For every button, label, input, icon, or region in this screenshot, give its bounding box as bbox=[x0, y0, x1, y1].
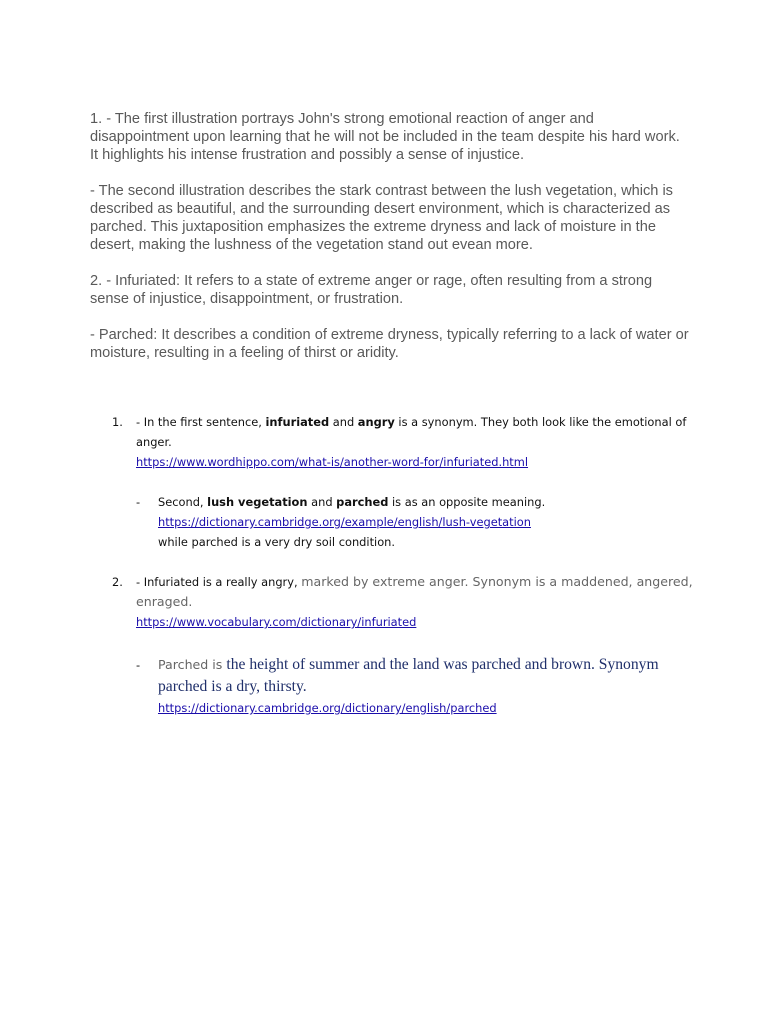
sub-item-1 bbox=[158, 492, 545, 552]
answer-paragraph-2: - The second illustration describes the stark contrast between the lush vegetation, which is described as beautiful, and the surrounding desert environment, which is characterized as parched. This juxtaposition emphasizes the extreme dryness and lack of moisture in the desert, making the lushness of the vegetation stand out evean more. bbox=[90, 183, 673, 253]
answer-paragraph-3: 2. - Infuriated: It refers to a state of extreme anger or rage, often resulting from a strong sense of injustice, disappointment, or frustration. bbox=[90, 273, 653, 307]
sub-item-1-line-1 bbox=[158, 492, 545, 512]
sub-item-2-line-1 bbox=[158, 654, 659, 676]
list-item-2-gray-text: marked by extreme anger. Synonym is a maddened, angered, bbox=[301, 574, 693, 589]
sub-item-1-bold-1: lush vegetation bbox=[207, 495, 308, 509]
sub-item-1-text-c: is as an opposite meaning. bbox=[388, 495, 546, 509]
wordhippo-link[interactable]: https://www.wordhippo.com/what-is/another-word-for/infuriated.html bbox=[136, 455, 529, 469]
cambridge-parched-link[interactable]: https://dictionary.cambridge.org/dictionary/english/parched bbox=[158, 701, 497, 715]
sub-item-2 bbox=[158, 654, 659, 718]
sub-item-1-after-text: while parched is a very dry soil condition. bbox=[158, 535, 396, 549]
sub-item-2-serif-2: parched is a dry, thirsty. bbox=[158, 678, 307, 695]
list-item-1-text-c: is a synonym. They both look like the emotional of bbox=[394, 415, 687, 429]
sub-item-2-dash: - bbox=[136, 658, 141, 672]
list-item-1-line-1 bbox=[136, 412, 686, 432]
sub-item-1-dash: - bbox=[136, 495, 141, 509]
answer-paragraph-1: 1. - The first illustration portrays John's strong emotional reaction of anger and disappointment upon learning that he will not be included in the team despite his hard work. It highlights his intense frustration and possibly a sense of injustice. bbox=[90, 111, 680, 163]
sub-item-1-text-b: and bbox=[307, 495, 337, 509]
answers-block bbox=[90, 110, 690, 380]
sub-item-1-bold-2: parched bbox=[336, 495, 389, 509]
list-item-2-line-2: enraged. bbox=[136, 594, 193, 609]
list-item-1-line-2: anger. bbox=[136, 435, 172, 449]
list-item-1 bbox=[136, 412, 686, 472]
list-item-2-line-1 bbox=[136, 572, 693, 592]
list-number-1: 1. bbox=[112, 415, 123, 429]
vocabulary-link[interactable]: https://www.vocabulary.com/dictionary/infuriated bbox=[136, 615, 417, 629]
sub-item-2-serif-1: the height of summer and the land was parched and brown. Synonym bbox=[226, 656, 659, 673]
list-item-2-text-a: - Infuriated is a really angry, bbox=[136, 575, 302, 589]
list-item-1-bold-1: infuriated bbox=[265, 415, 330, 429]
list-item-2 bbox=[136, 572, 693, 632]
list-item-1-text-a: - In the first sentence, bbox=[136, 415, 266, 429]
answer-paragraph-4: - Parched: It describes a condition of extreme dryness, typically referring to a lack of water or moisture, resulting in a feeling of thirst or aridity. bbox=[90, 327, 689, 361]
list-item-1-text-b: and bbox=[329, 415, 358, 429]
sub-item-2-text-a: Parched is bbox=[158, 657, 227, 672]
list-item-1-bold-2: angry bbox=[357, 415, 395, 429]
sub-item-1-text-a: Second, bbox=[158, 495, 208, 509]
list-number-2: 2. bbox=[112, 575, 123, 589]
cambridge-lush-vegetation-link[interactable]: https://dictionary.cambridge.org/example/english/lush-vegetation bbox=[158, 515, 531, 529]
